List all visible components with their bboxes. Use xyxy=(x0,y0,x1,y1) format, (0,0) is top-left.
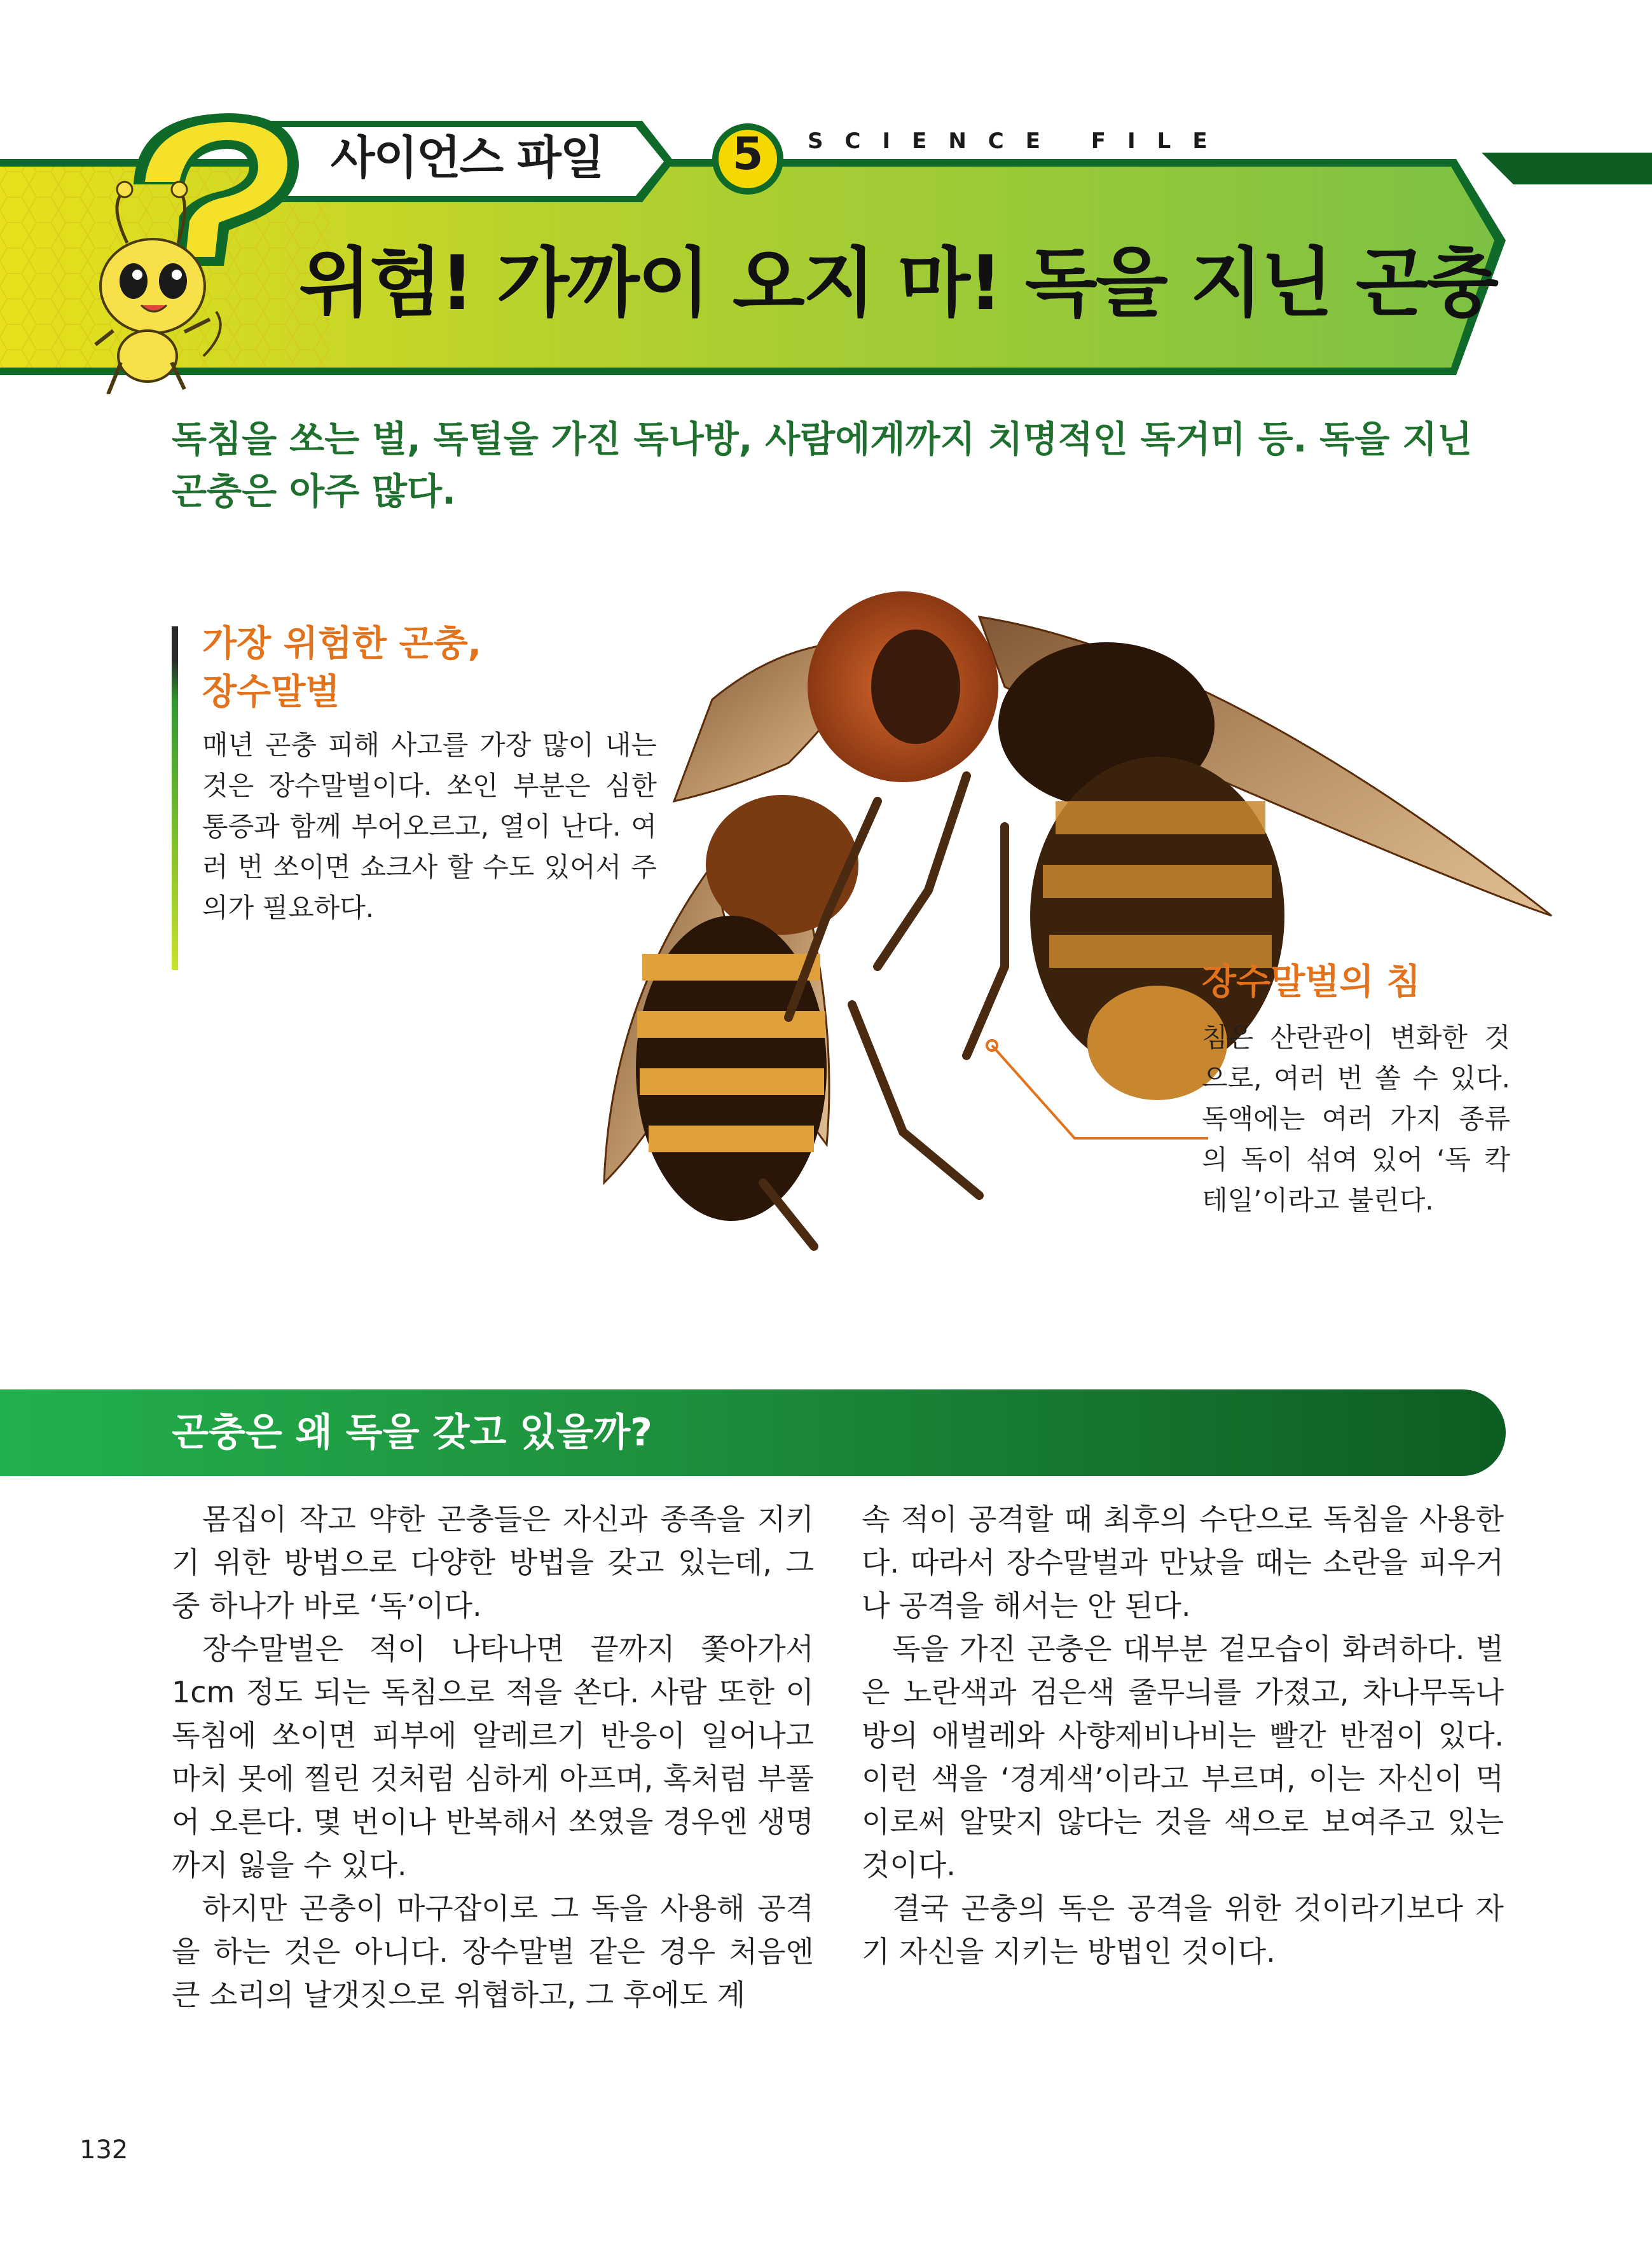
caption-right-body: 침은 산란관이 변화한 것으로, 여러 번 쏠 수 있다. 독액에는 여러 가지 종류의 독이 섞여 있어 ‘독 칵테일’이라고 불린다. xyxy=(1202,1022,1510,1216)
body-paragraph-continued: 속 적이 공격할 때 최후의 수단으로 독침을 사용한다. 따라서 장수말벌과 만났을 때는 소란을 피우거나 공격을 해서는 안 된다. xyxy=(862,1502,1504,1623)
body-paragraph: 독을 가진 곤충은 대부분 겉모습이 화려하다. 벌은 노란색과 검은색 줄무늬를 가졌고, 차나무독나방의 애벌레와 사향제비나비는 빨간 반점이 있다. 이런 색을 ‘경계색’이라고 부르며, 이는 자신이 먹이로써 알맞지 않다는 것을 색으로 보여주고 있는 것이다. xyxy=(862,1632,1504,1882)
page-title: 위험! 가까이 오지 마! 독을 지닌 곤충 xyxy=(299,239,1497,327)
page-number: 132 xyxy=(79,2135,128,2165)
caption-accent-bar xyxy=(172,626,178,970)
section-title: 곤충은 왜 독을 갖고 있을까? xyxy=(172,1410,652,1455)
stinger-callout-line xyxy=(967,1030,1234,1157)
body-paragraph: 하지만 곤충이 마구잡이로 그 독을 사용해 공격을 하는 것은 아니다. 장수말벌 같은 경우 처음엔 큰 소리의 날갯짓으로 위협하고, 그 후에도 계 xyxy=(172,1891,814,2012)
intro-text: 독침을 쏘는 벌, 독털을 가진 독나방, 사람에게까지 치명적인 독거미 등. 독을 지닌 곤충은 아주 많다. xyxy=(172,418,1473,513)
body-paragraph: 결국 곤충의 독은 공격을 위한 것이라기보다 자기 자신을 지키는 방법인 것이다. xyxy=(862,1891,1504,1969)
series-subtitle: SCIENCE FILE xyxy=(808,128,1229,154)
caption-left-body: 매년 곤충 피해 사고를 가장 많이 내는 것은 장수말벌이다. 쏘인 부분은 심한 통증과 함께 부어오르고, 열이 난다. 여러 번 쏘이면 쇼크사 할 수도 있어서 주의가 필요하다. xyxy=(202,729,657,923)
caption-right-title: 장수말벌의 침 xyxy=(1202,961,1421,1003)
series-number: 5 xyxy=(732,128,764,180)
series-title: 사이언스 파일 xyxy=(331,131,603,184)
body-paragraph: 장수말벌은 적이 나타나면 끝까지 쫓아가서 1cm 정도 되는 독침으로 적을 쏜다. 사람 또한 이 독침에 쏘이면 피부에 알레르기 반응이 일어나고 마치 못에 찔린 것처럼 심하게 아프며, 혹처럼 부풀어 오른다. 몇 번이나 반복해서 쏘였을 경우엔 생명까지 잃을 수 있다. xyxy=(172,1632,814,1882)
body-paragraph: 몸집이 작고 약한 곤충들은 자신과 종족을 지키기 위한 방법으로 다양한 방법을 갖고 있는데, 그 중 하나가 바로 ‘독’이다. xyxy=(172,1502,814,1623)
caption-left-title-line2: 장수말벌 xyxy=(202,672,340,713)
caption-left-title-line1: 가장 위험한 곤충, xyxy=(202,623,481,665)
body-column-left xyxy=(172,1498,814,2016)
body-column-right xyxy=(862,1498,1504,1973)
